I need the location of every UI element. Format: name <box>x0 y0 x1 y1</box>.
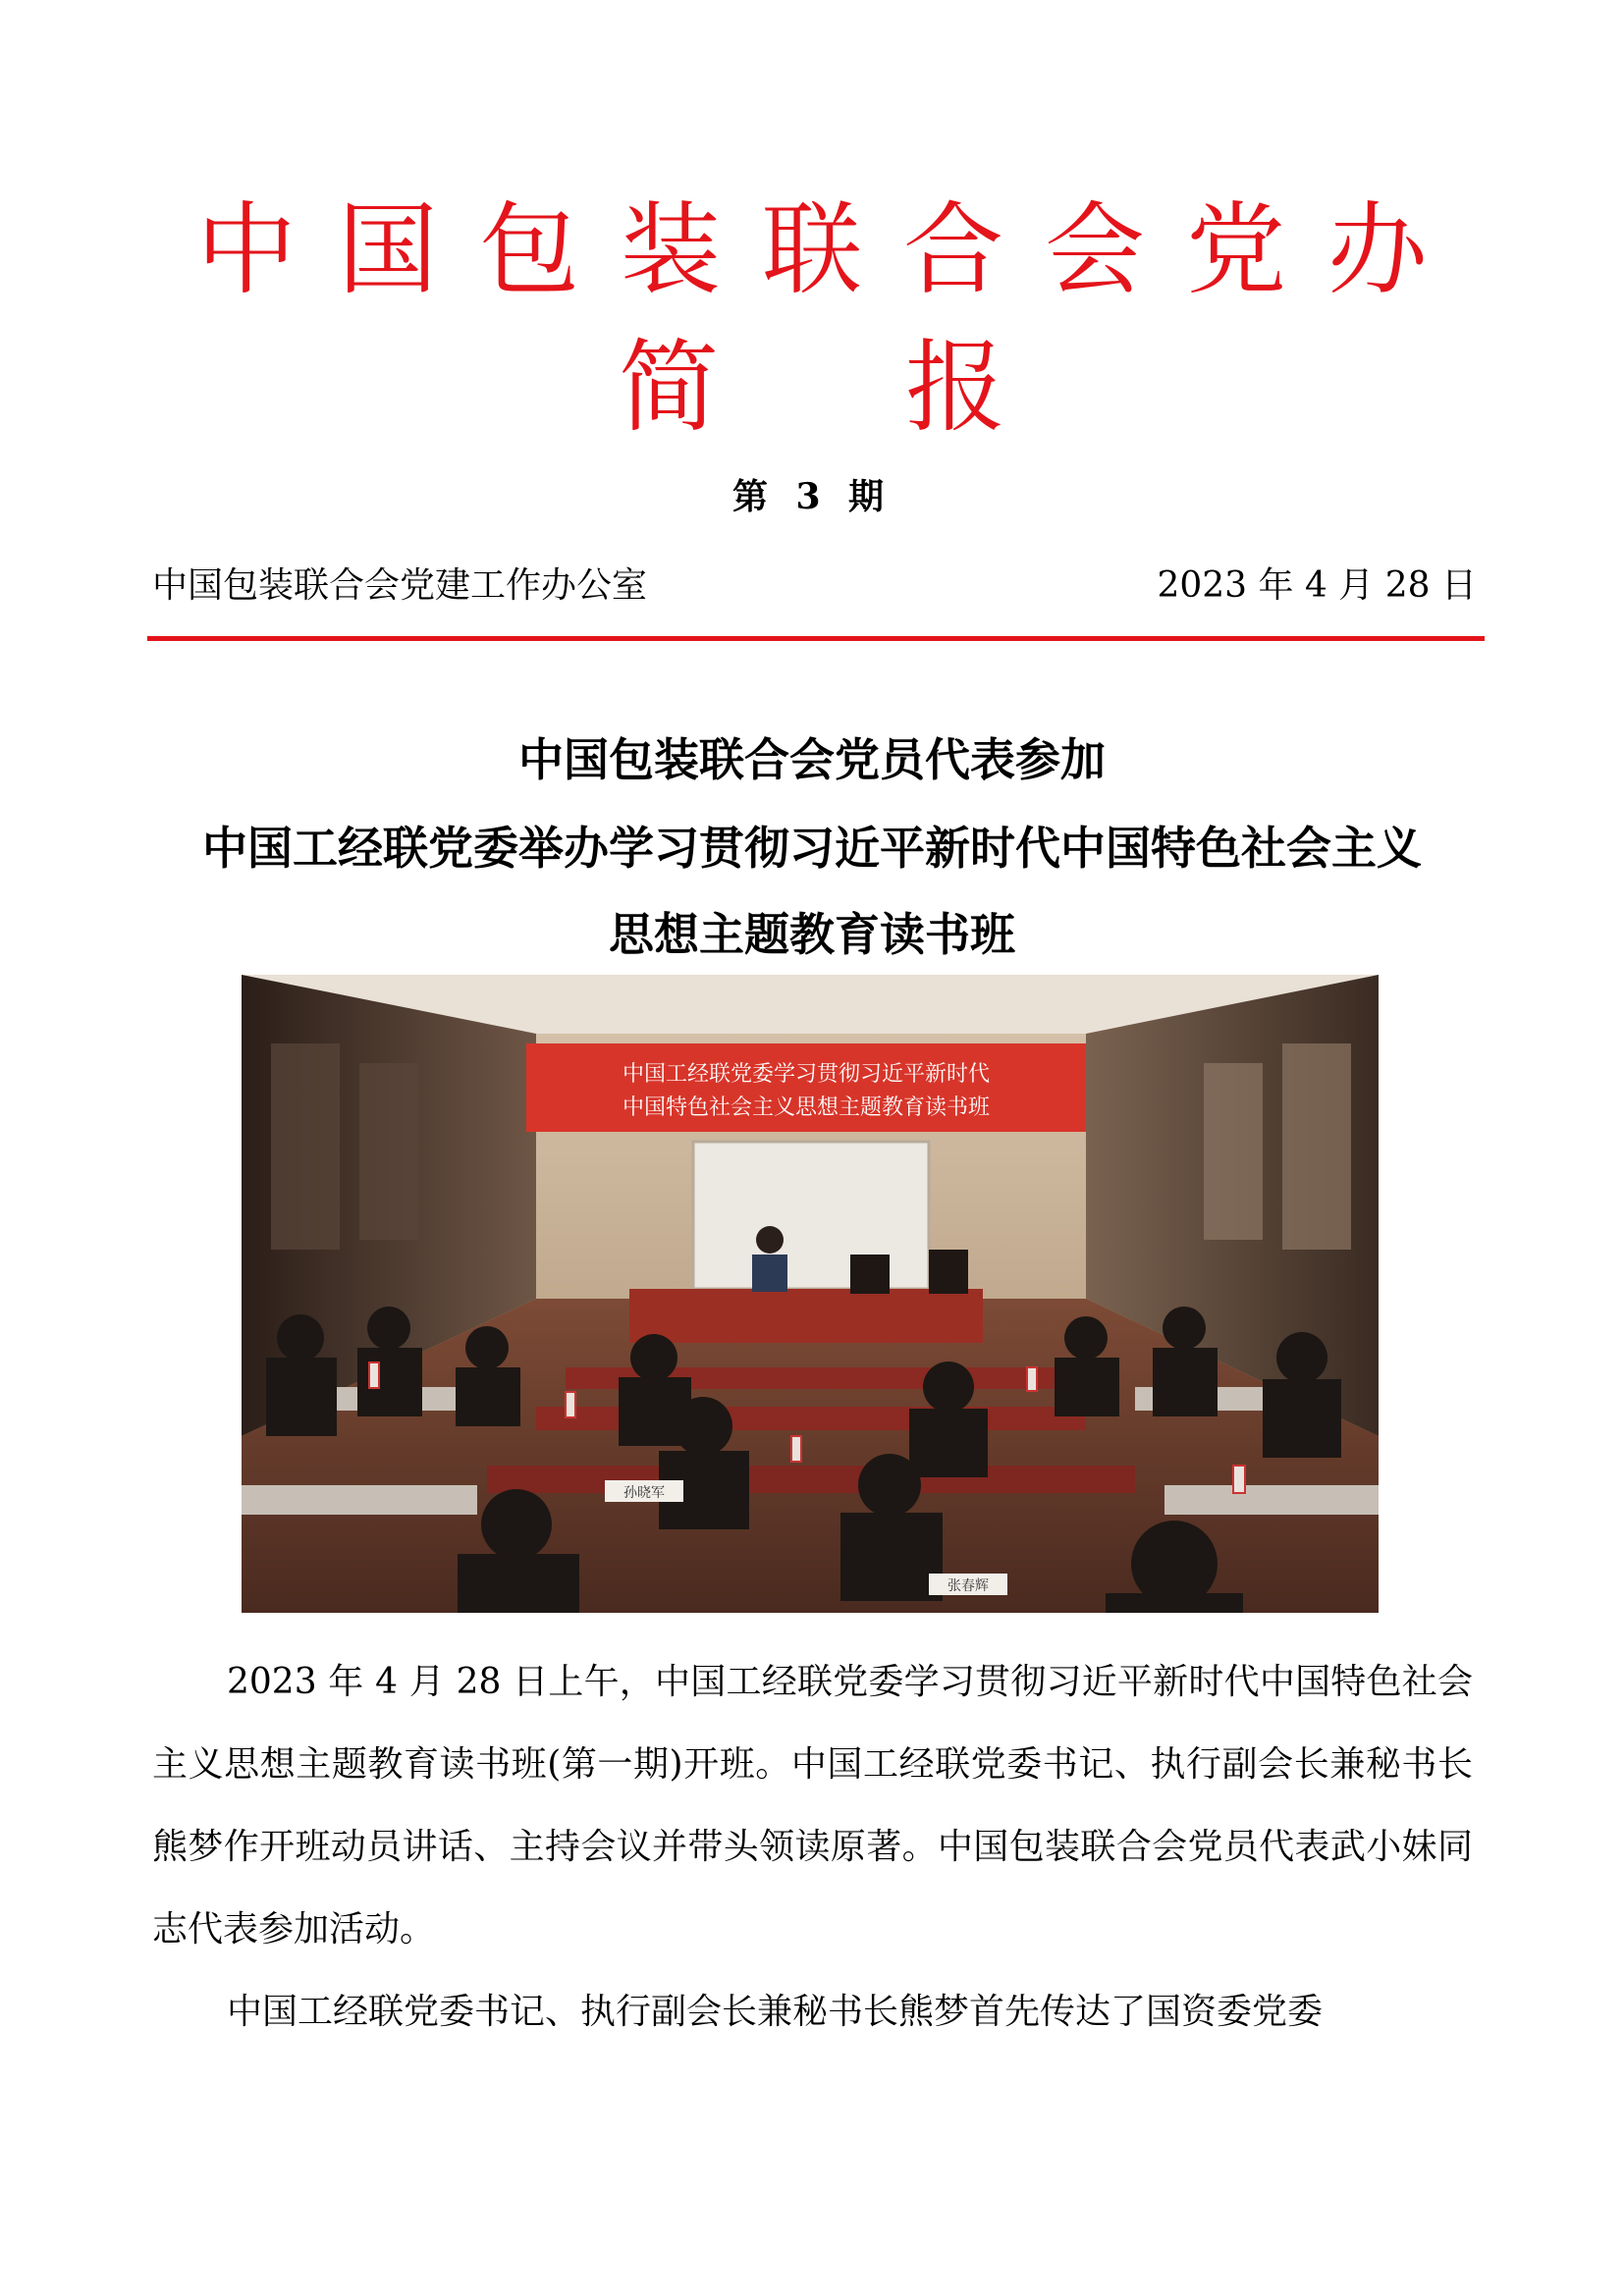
body-paragraph-2: 中国工经联党委书记、执行副会长兼秘书长熊梦首先传达了国资委党委 <box>227 1992 1324 2032</box>
publish-date: 2023 年 4 月 28 日 <box>1157 565 1477 606</box>
issue-number: 第 3 期 <box>731 476 893 517</box>
header-divider <box>147 636 1485 641</box>
meeting-photo <box>242 975 1379 1613</box>
masthead-title: 中国包装联合会党办 <box>196 192 1469 309</box>
banner-text-1: 中国工经联党委学习贯彻习近平新时代 <box>622 1062 991 1087</box>
nameplate-1: 孙晓军 <box>623 1485 665 1501</box>
publisher: 中国包装联合会党建工作办公室 <box>152 565 648 606</box>
masthead-subtitle: 简报 <box>619 330 1192 447</box>
headline-line-3: 思想主题教育读书班 <box>609 908 1015 961</box>
nameplate-2: 张春辉 <box>947 1578 989 1594</box>
headline-line-1: 中国包装联合会党员代表参加 <box>518 733 1106 786</box>
banner-text-2: 中国特色社会主义思想主题教育读书班 <box>622 1095 991 1120</box>
headline-line-2: 中国工经联党委举办学习贯彻习近平新时代中国特色社会主义 <box>202 822 1422 875</box>
body-paragraph-1: 2023 年 4 月 28 日上午，中国工经联党委学习贯彻习近平新时代中国特色社会主义思想主题教育读书班(第一期)开班。中国工经联党委书记、执行副会长兼秘书长熊梦作开班动员讲话、主持会议并带头领读原著。中国包装联合会党员代表武小妹同志代表参加活动。 <box>152 1662 1473 1949</box>
